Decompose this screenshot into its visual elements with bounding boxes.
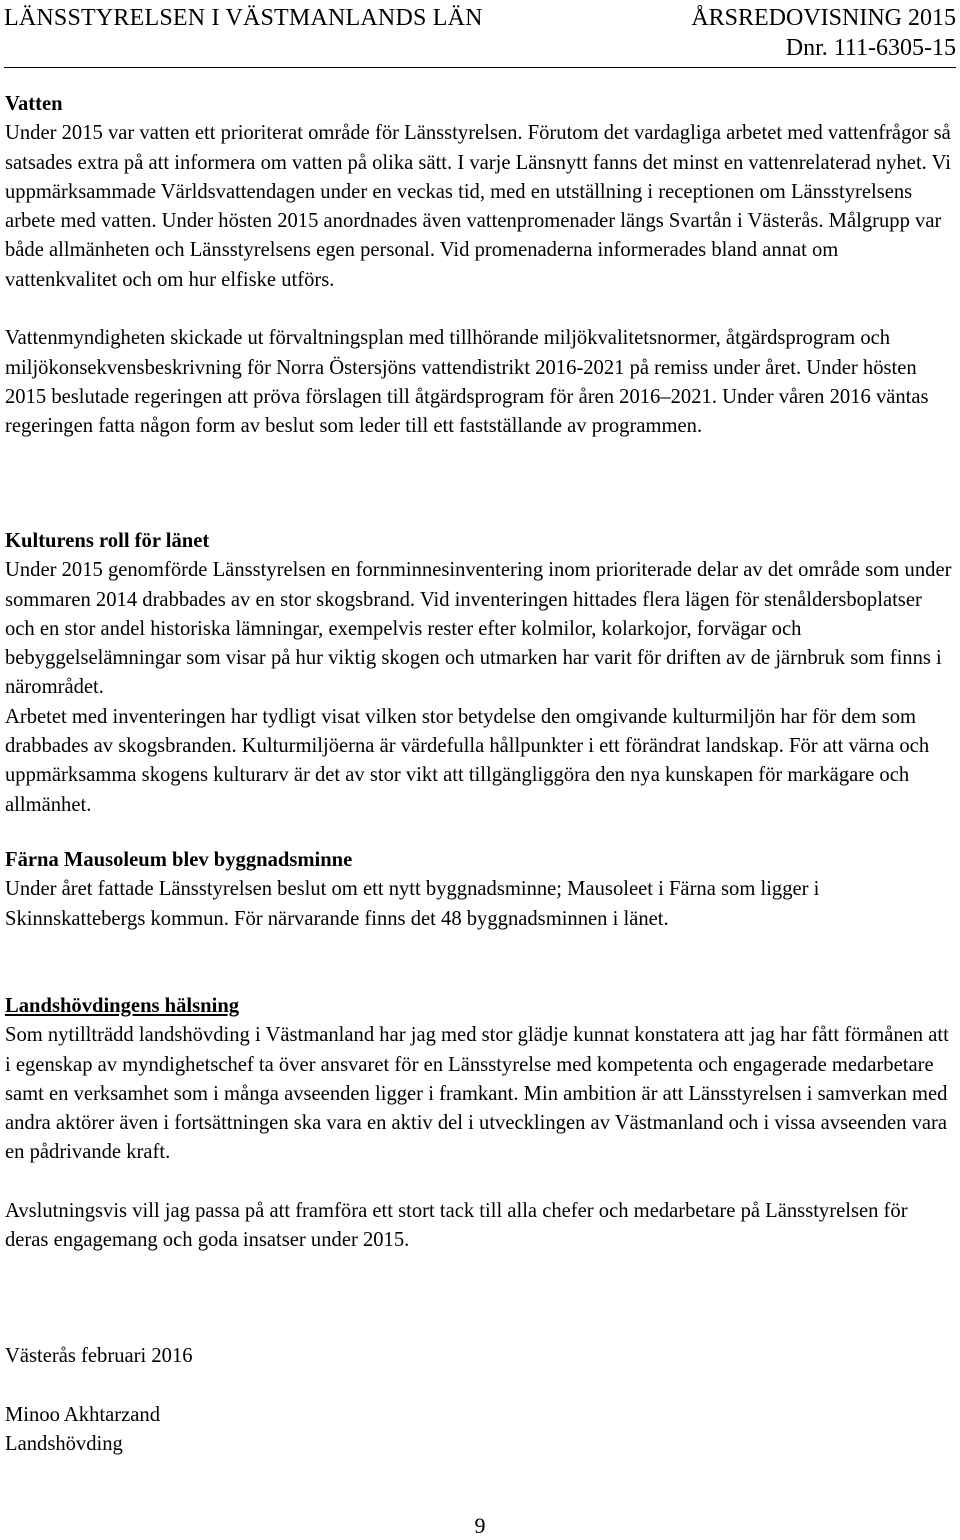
section-farna [5, 846, 955, 934]
section-heading: Kulturens roll för länet [5, 530, 210, 552]
section-halsning [5, 992, 955, 1256]
document-number: Dnr. 111-6305-15 [785, 35, 956, 61]
body-paragraph: Som nytillträdd landshövding i Västmanland har jag med stor glädje kunnat konstatera att jag har fått förmånen att i egenskap av myndighetschef ta över ansvaret för en Länsstyrelse med kompetenta och engagerade medarbetare samt en verksamhet som i många avseenden ligger i framkant. Min ambition är att Länsstyrelsen i samverkan med andra aktörer även i fortsättningen ska vara en aktiv del i utvecklingen av Västmanland och i vissa avseenden vara en pådrivande kraft. [5, 1024, 949, 1164]
signature-title: Landshövding [5, 1432, 123, 1455]
section-heading: Färna Mausoleum blev byggnadsminne [5, 849, 353, 871]
page-header [4, 4, 956, 62]
body-paragraph: Under året fattade Länsstyrelsen beslut om ett nytt byggnadsminne; Mausoleet i Färna som ligger i Skinnskattebergs kommun. För närvarande finns det 48 byggnadsminnen i länet. [5, 878, 820, 930]
body-paragraph: Vattenmyndigheten skickade ut förvaltningsplan med tillhörande miljökvalitetsnormer, åtgärdsprogram och miljökonsekvensbeskrivning för Norra Östersjöns vattendistrikt 2016-2021 på remiss under året. Under hösten 2015 beslutade regeringen att pröva förslagen till åtgärdsprogram för åren 2016–2021. Under våren 2016 väntas regeringen fatta någon form av beslut som leder till ett fastställande av programmen. [5, 327, 929, 438]
body-paragraph: Under 2015 genomförde Länsstyrelsen en fornminnesinventering inom prioriterade delar av det område som under sommaren 2014 drabbades av en stor skogsbrand. Vid inventeringen hittades flera lägen för stenåldersboplatser och en stor andel historiska lämningar, exempelvis rester efter kolmilor, kolarkojor, forvägar och bebyggelselämningar som visar på hur viktig skogen och utmarken har varit för driften av de järnbruk som finns i närområdet. [5, 559, 952, 699]
body-paragraph: Arbetet med inventeringen har tydligt visat vilken stor betydelse den omgivande kulturmiljön har för dem som drabbades av skogsbranden. Kulturmiljöerna är värdefulla hållpunkter i ett förändrat landskap. För att värna och uppmärksamma skogens kulturarv är det av stor vikt att tillgängliggöra den nya kunskapen för markägare och allmänhet. [5, 705, 930, 816]
organization-name: LÄNSSTYRELSEN I VÄSTMANLANDS LÄN [4, 5, 483, 31]
signature-name: Minoo Akhtarzand [5, 1403, 160, 1426]
body-paragraph: Avslutningsvis vill jag passa på att framföra ett stort tack till alla chefer och medarbetare på Länsstyrelsen för deras engagemang och goda insatser under 2015. [5, 1200, 908, 1252]
header-divider [4, 67, 956, 68]
body-paragraph: Under 2015 var vatten ett prioriterat område för Länsstyrelsen. Förutom det vardagliga arbetet med vattenfrågor så satsades extra på att informera om vatten på olika sätt. I varje Länsnytt fanns det minst en vattenrelaterad nyhet. Vi uppmärksammade Världsvattendagen under en veckas tid, med en utställning i receptionen om Länsstyrelsens arbete med vatten. Under hösten 2015 anordnades även vattenpromenader längs Svartån i Västerås. Målgrupp var både allmänheten och Länsstyrelsens egen personal. Vid promenaderna informerades bland annat om vattenkvalitet och om hur elfiske utförs. [5, 122, 951, 291]
section-heading: Landshövdingens hälsning [5, 995, 240, 1017]
document-type: ÅRSREDOVISNING 2015 [691, 5, 956, 31]
page-number: 9 [474, 1513, 486, 1538]
section-kultur [5, 527, 955, 820]
section-vatten [5, 90, 955, 442]
section-heading: Vatten [5, 93, 63, 115]
signature-block [5, 1342, 955, 1459]
signature-place-date: Västerås februari 2016 [5, 1345, 193, 1367]
